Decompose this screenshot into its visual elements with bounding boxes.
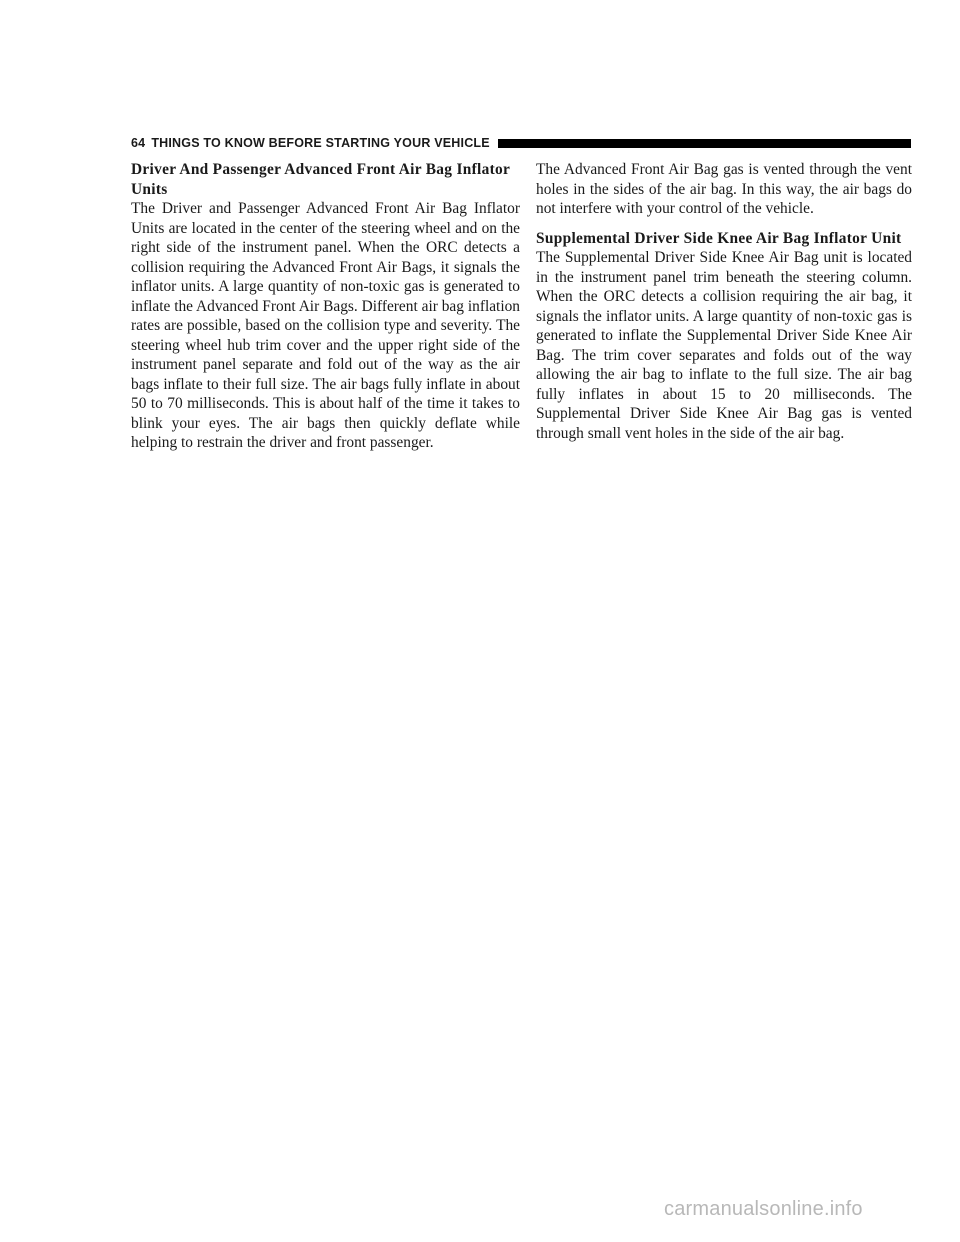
left-column	[131, 160, 520, 453]
advanced-front-air-bag-body: The Driver and Passenger Advanced Front Air Bag Inflator Units are located in the center of the steering wheel and on the right side of the instrument panel. When the ORC detects a collision requiring the Advanced Front Air Bags, it signals the inflator units. A large quantity of non-toxic gas is generated to inflate the Advanced Front Air Bags. Different air bag inflation rates are possible, based on the collision type and severity. The steering wheel hub trim cover and the upper right side of the instrument panel separate and fold out of the way as the air bags inflate to their full size. The air bags fully inflate in about 50 to 70 milliseconds. This is about half of the time it takes to blink your eyes. The air bags then quickly deflate while helping to restrain the driver and front passenger.	[131, 200, 520, 451]
site-watermark: carmanualsonline.info	[664, 1198, 863, 1220]
page-number: 64	[131, 136, 146, 150]
paragraph-gap	[536, 219, 912, 229]
advanced-front-air-bag-heading: Driver And Passenger Advanced Front Air Bag Inflator Units	[131, 161, 510, 198]
header-rule	[498, 139, 911, 148]
knee-air-bag-heading: Supplemental Driver Side Knee Air Bag Inflator Unit	[536, 229, 902, 247]
page-header	[131, 134, 911, 152]
gas-venting-paragraph: The Advanced Front Air Bag gas is vented through the vent holes in the sides of the air bag. In this way, the air bags do not interfere with your control of the vehicle.	[536, 161, 912, 217]
section-title: THINGS TO KNOW BEFORE STARTING YOUR VEHICLE	[151, 136, 490, 150]
right-column	[536, 160, 912, 443]
knee-air-bag-body: The Supplemental Driver Side Knee Air Bag unit is located in the instrument panel trim beneath the steering column. When the ORC detects a collision requiring the air bag, it signals the inflator units. A large quantity of non-toxic gas is generated to inflate the Supplemental Driver Side Knee Air Bag. The trim cover separates and folds out of the way allowing the air bag to inflate to the full size. The air bag fully inflates in about 15 to 20 milliseconds. The Supplemental Driver Side Knee Air Bag gas is vented through small vent holes in the side of the air bag.	[536, 249, 912, 442]
